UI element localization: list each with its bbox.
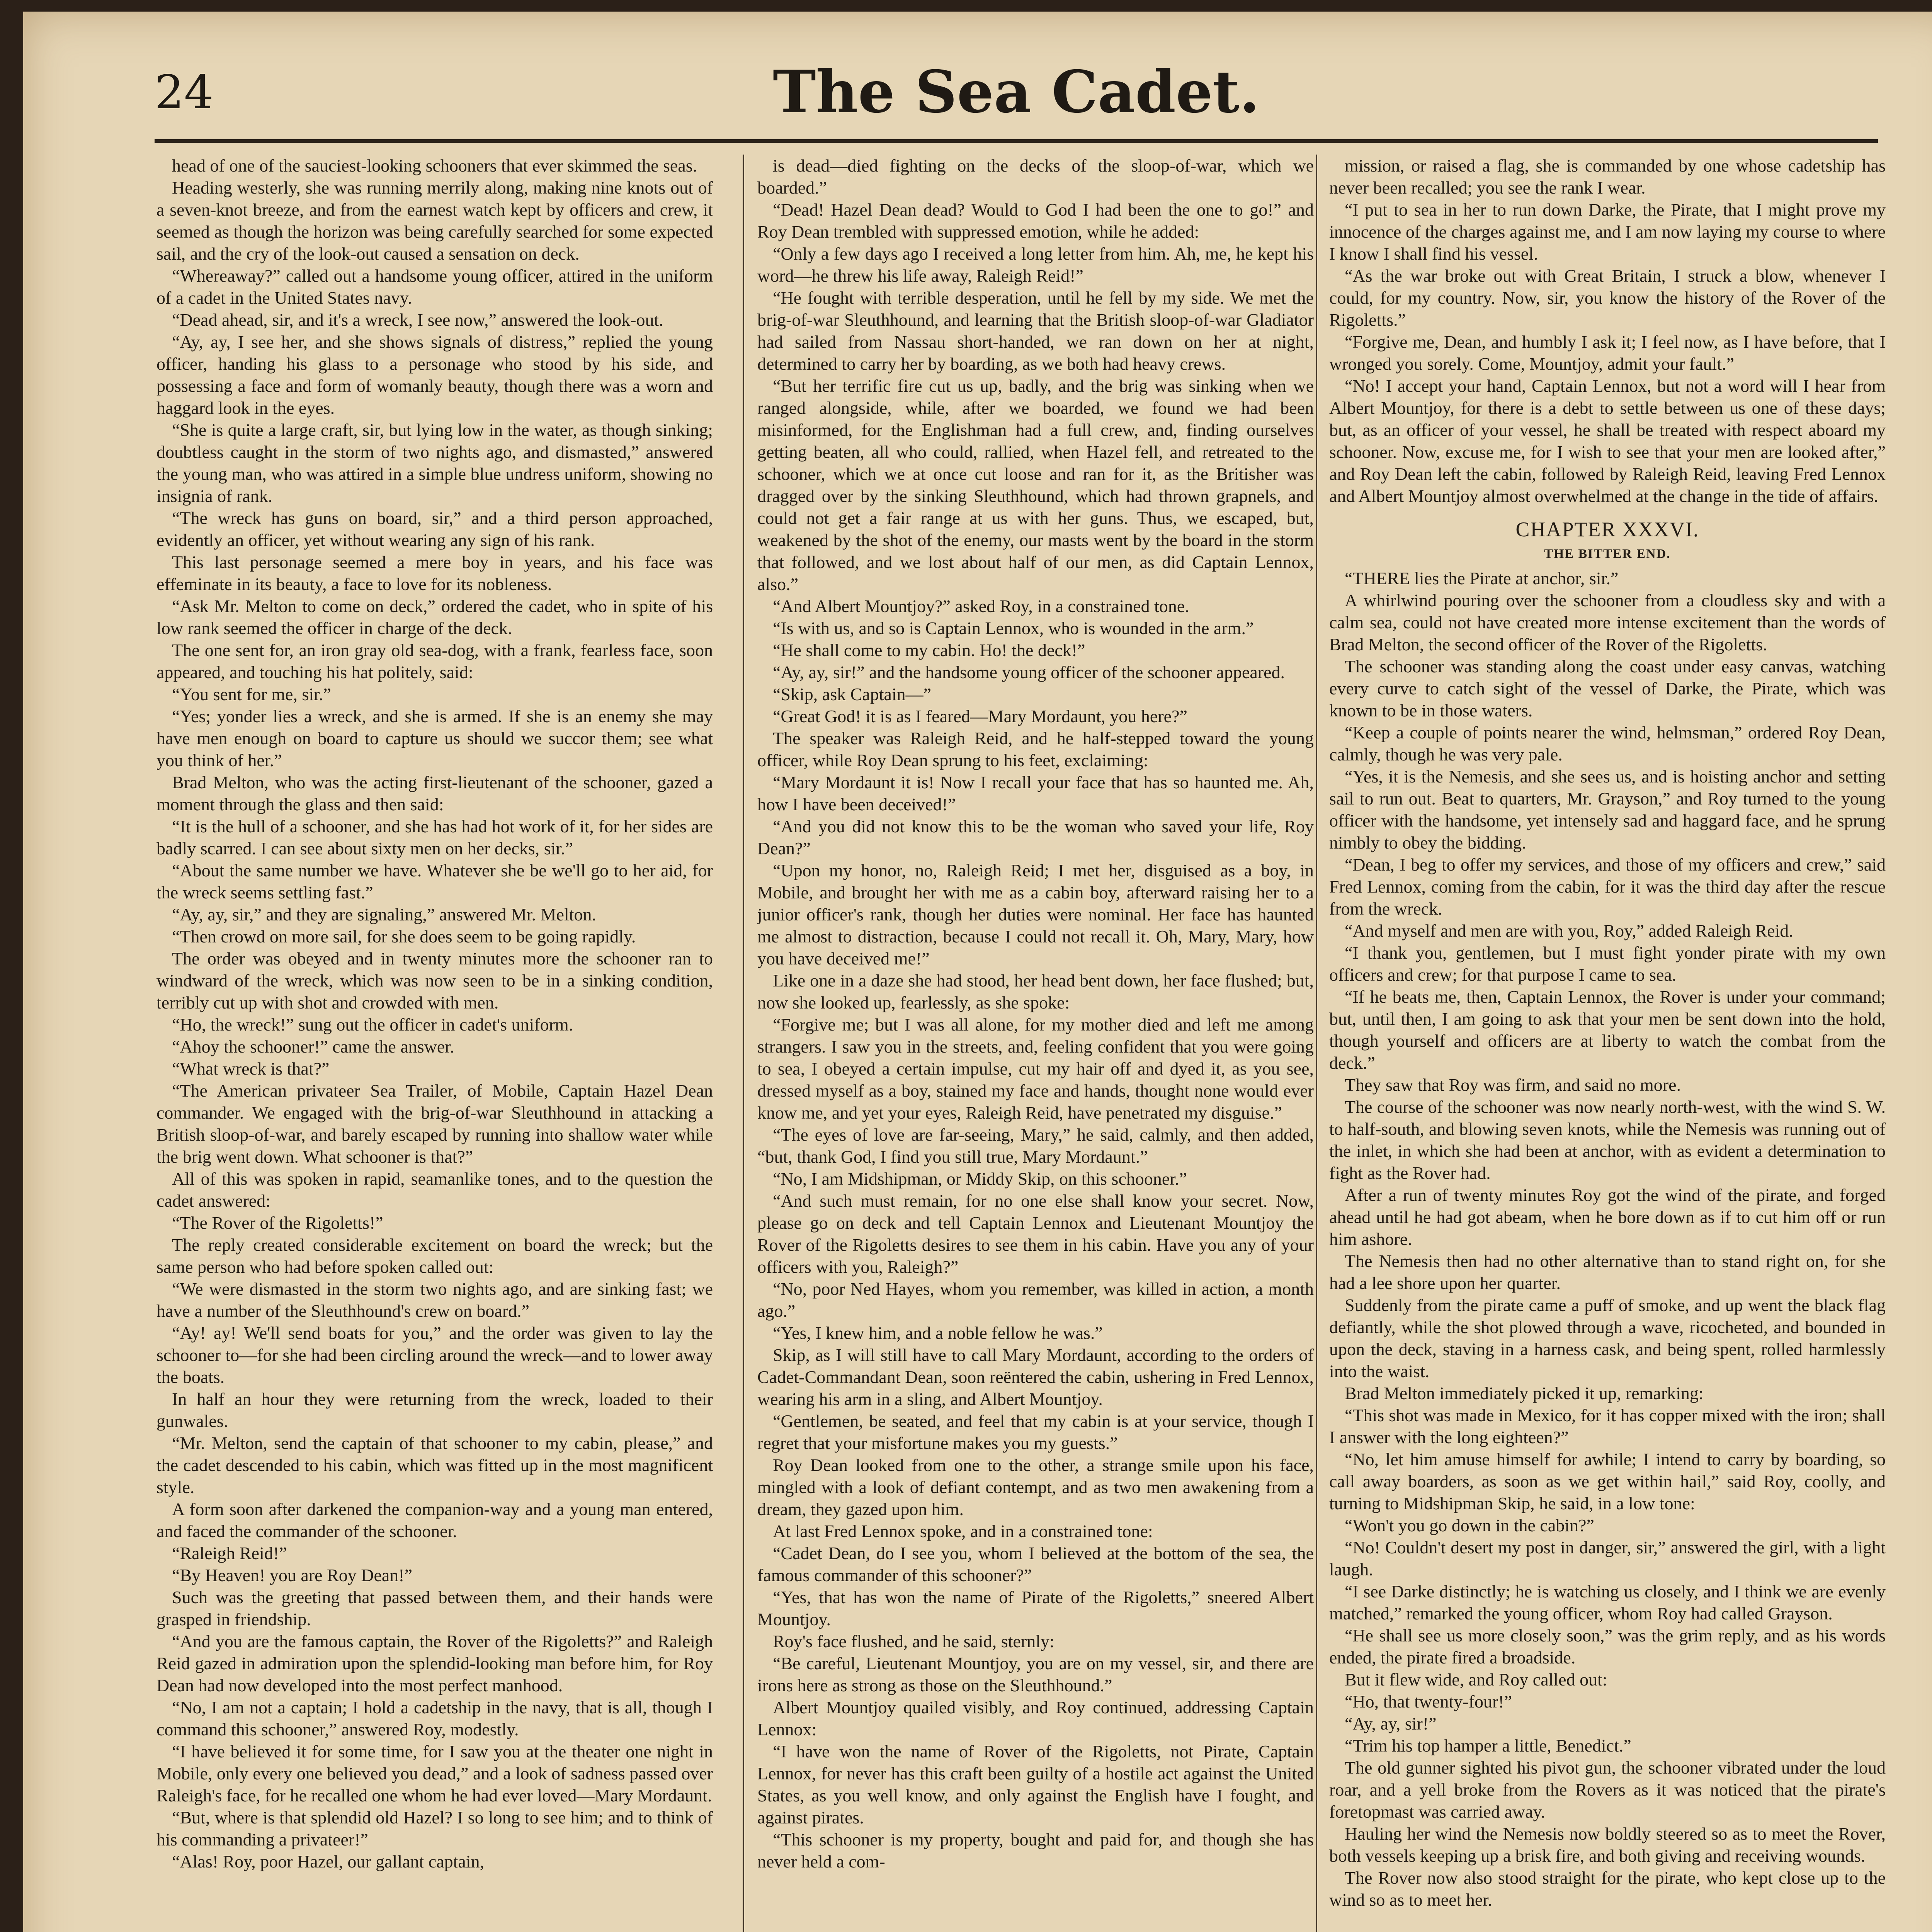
paragraph: The course of the schooner was now nearly north-west, with the wind S. W. to half-south, and blowing seven knots, while the Nemesis was running out of the inlet, in which she had been at anchor, with as evident a determination to fight as the Rover had.: [1329, 1097, 1886, 1183]
paragraph: Brad Melton, who was the acting first-lieutenant of the schooner, gazed a moment through the glass and then said:: [156, 772, 713, 814]
paragraph: Such was the greeting that passed between them, and their hands were grasped in friendship.: [156, 1587, 713, 1629]
paragraph: “Ay, ay, sir!” and the handsome young officer of the schooner appeared.: [773, 662, 1285, 682]
column-divider: [743, 155, 744, 1932]
paragraph: Like one in a daze she had stood, her head bent down, her face flushed; but, now she looked up, fearlessly, as she spoke:: [757, 971, 1314, 1012]
paragraph: “Mr. Melton, send the captain of that schooner to my cabin, please,” and the cadet descended to his cabin, which was fitted up in the most magnificent style.: [156, 1433, 713, 1497]
paragraph: “Then crowd on more sail, for she does seem to be going rapidly.: [172, 927, 636, 946]
paragraph: “He shall come to my cabin. Ho! the deck!”: [773, 640, 1085, 660]
paragraph: “He shall see us more closely soon,” was the grim reply, and as his words ended, the pirate fired a broadside.: [1329, 1626, 1886, 1667]
paragraph: “You sent for me, sir.”: [172, 684, 331, 704]
paragraph: Roy Dean looked from one to the other, a strange smile upon his face, mingled with a look of defiant contempt, and as two men awakening from a dream, they gazed upon him.: [757, 1455, 1314, 1519]
paragraph: “Ay! ay! We'll send boats for you,” and the order was given to lay the schooner to—for she had been circling around the wreck—and to lower away the boats.: [156, 1323, 713, 1387]
paragraph: “Yes, that has won the name of Pirate of the Rigoletts,” sneered Albert Mountjoy.: [757, 1587, 1314, 1629]
paragraph: “Dead! Hazel Dean dead? Would to God I had been the one to go!” and Roy Dean trembled with suppressed emotion, while he added:: [757, 200, 1314, 242]
paragraph: Brad Melton immediately picked it up, remarking:: [1345, 1383, 1704, 1403]
paragraph: Roy's face flushed, and he said, sternly:: [773, 1631, 1054, 1651]
paragraph: “What wreck is that?”: [172, 1059, 330, 1078]
paragraph: But it flew wide, and Roy called out:: [1345, 1670, 1607, 1689]
paragraph: Suddenly from the pirate came a puff of smoke, and up went the black flag defiantly, while the shot plowed through a wave, ricocheted, and bounded in upon the deck, staving in a harness cask, and being spent, rolled harmlessly into the waist.: [1329, 1295, 1886, 1381]
paragraph: “Won't you go down in the cabin?”: [1345, 1515, 1594, 1535]
paragraph: “Is with us, and so is Captain Lennox, who is wounded in the arm.”: [773, 618, 1254, 638]
paragraph: “And such must remain, for no one else shall know your secret. Now, please go on deck and tell Captain Lennox and Lieutenant Mountjoy the Rover of the Rigoletts desires to see them in his cabin. Have you any of your officers with you, Raleigh?”: [757, 1191, 1314, 1277]
paragraph: “This shot was made in Mexico, for it has copper mixed with the iron; shall I answer with the long eighteen?”: [1329, 1405, 1886, 1447]
text-column-2: [757, 155, 1314, 1932]
paragraph: The order was obeyed and in twenty minutes more the schooner ran to windward of the wreck, which was now seen to be in a sinking condition, terribly cut up with shot and crowded with men.: [156, 949, 713, 1012]
paragraph: “Forgive me, Dean, and humbly I ask it; I feel now, as I have before, that I wronged you sorely. Come, Mountjoy, admit your fault.”: [1329, 332, 1886, 374]
column-divider: [1316, 155, 1317, 1932]
paragraph: “But, where is that splendid old Hazel? I so long to see him; and to think of his commanding a privateer!”: [156, 1808, 713, 1849]
paragraph: “Trim his top hamper a little, Benedict.”: [1345, 1736, 1631, 1755]
page-number: 24: [155, 66, 214, 119]
paragraph: All of this was spoken in rapid, seamanlike tones, and to the question the cadet answered:: [156, 1169, 713, 1211]
paragraph: “And myself and men are with you, Roy,” added Raleigh Reid.: [1345, 921, 1793, 940]
text-column-1: [156, 155, 713, 1932]
paragraph: “He fought with terrible desperation, until he fell by my side. We met the brig-of-war Sleuthhound, and learning that the British sloop-of-war Gladiator had sailed from Nassau short-handed, we ran down on her at night, determined to carry her by boarding, as we both had heavy crews.: [757, 288, 1314, 374]
paragraph: The Nemesis then had no other alternative than to stand right on, for she had a lee shore upon her quarter.: [1329, 1251, 1886, 1293]
paragraph: This last personage seemed a mere boy in years, and his face was effeminate in its beauty, a face to love for its nobleness.: [156, 552, 713, 594]
paragraph: Hauling her wind the Nemesis now boldly steered so as to meet the Rover, both vessels keeping up a brisk fire, and both giving and receiving wounds.: [1329, 1824, 1886, 1866]
paragraph: “Ho, that twenty-four!”: [1345, 1692, 1512, 1711]
text-column-3: [1329, 155, 1886, 1932]
paragraph: In half an hour they were returning from the wreck, loaded to their gunwales.: [156, 1389, 713, 1431]
paragraph: “Forgive me; but I was all alone, for my mother died and left me among strangers. I saw you in the streets, and, feeling confident that you were going to sea, I obeyed a certain impulse, cut my hair off and dyed it, as you see, dressed myself as a boy, stained my face and hands, thought none would ever know me, and yet your eyes, Raleigh Reid, have penetrated my disguise.”: [757, 1015, 1314, 1122]
paragraph: “THERE lies the Pirate at anchor, sir.”: [1345, 568, 1619, 588]
paragraph: “Ay, ay, sir!”: [1345, 1714, 1437, 1733]
paragraph: “This schooner is my property, bought and paid for, and though she has never held a com-: [757, 1830, 1314, 1871]
paragraph: “No! I accept your hand, Captain Lennox, but not a word will I hear from Albert Mountjoy, for there is a debt to settle between us one of these days; but, as an officer of your vessel, he shall be treated with respect aboard my schooner. Now, excuse me, for I wish to see that your men are looked after,” and Roy Dean left the cabin, followed by Raleigh Reid, leaving Fred Lennox and Albert Mountjoy almost overwhelmed at the change in the tide of affairs.: [1329, 376, 1886, 506]
paragraph: “Yes, I knew him, and a noble fellow he was.”: [773, 1323, 1103, 1343]
paragraph: “As the war broke out with Great Britain, I struck a blow, whenever I could, for my country. Now, sir, you know the history of the Rover of the Rigoletts.”: [1329, 266, 1886, 330]
paragraph: “We were dismasted in the storm two nights ago, and are sinking fast; we have a number of the Sleuthhound's crew on board.”: [156, 1279, 713, 1321]
paragraph: The schooner was standing along the coast under easy canvas, watching every curve to catch sight of the vessel of Darke, the Pirate, which was known to be in those waters.: [1329, 656, 1886, 720]
paragraph: “Yes; yonder lies a wreck, and she is armed. If she is an enemy she may have men enough on board to capture us should we succor them; see what you think of her.”: [156, 706, 713, 770]
paragraph: “Gentlemen, be seated, and feel that my cabin is at your service, though I regret that your misfortune makes you my guests.”: [757, 1411, 1314, 1453]
paragraph: “Whereaway?” called out a handsome young officer, attired in the uniform of a cadet in the United States navy.: [156, 266, 713, 308]
paragraph: “Raleigh Reid!”: [172, 1543, 287, 1563]
paragraph: mission, or raised a flag, she is commanded by one whose cadetship has never been recalled; you see the rank I wear.: [1329, 156, 1886, 197]
paragraph: “No! Couldn't desert my post in danger, sir,” answered the girl, with a light laugh.: [1329, 1537, 1886, 1579]
paragraph: “But her terrific fire cut us up, badly, and the brig was sinking when we ranged alongside, while, after we boarded, we found we had been misinformed, for the Englishman had a full crew, and, finding ourselves getting beaten, all who could, rallied, when Hazel fell, and retreated to the schooner, which we at once cut loose and ran for it, as the Britisher was dragged over by the sinking Sleuthhound, which had thrown grapnels, and could not get a fair range at us with her guns. Thus, we escaped, but, weakened by the shot of the enemy, our masts went by the board in the storm that followed, and we lost about half of our men, as did Captain Lennox, also.”: [757, 376, 1314, 594]
paragraph: “Cadet Dean, do I see you, whom I believed at the bottom of the sea, the famous commander of this schooner?”: [757, 1543, 1314, 1585]
paragraph: “Yes, it is the Nemesis, and she sees us, and is hoisting anchor and setting sail to run out. Beat to quarters, Mr. Grayson,” and Roy turned to the young officer with the handsome, yet intensely sad and haggard face, and he sprung nimbly to obey the bidding.: [1329, 767, 1886, 852]
paragraph: “Dead ahead, sir, and it's a wreck, I see now,” answered the look-out.: [172, 310, 663, 330]
paragraph: “I thank you, gentlemen, but I must fight yonder pirate with my own officers and crew; for that purpose I came to sea.: [1329, 943, 1886, 985]
paragraph: “Alas! Roy, poor Hazel, our gallant captain,: [172, 1852, 485, 1871]
paragraph: “I have believed it for some time, for I saw you at the theater one night in Mobile, only every one believed you dead,” and a look of sadness passed over Raleigh's face, for he recalled one whom he had ever loved—Mary Mordaunt.: [156, 1742, 713, 1805]
paragraph: “I have won the name of Rover of the Rigoletts, not Pirate, Captain Lennox, for never has this craft been guilty of a hostile act against the United States, as you well know, and only against the English have I fought, and against pirates.: [757, 1742, 1314, 1827]
paragraph: At last Fred Lennox spoke, and in a constrained tone:: [773, 1521, 1153, 1541]
chapter-heading: CHAPTER XXXVI.: [1515, 518, 1699, 541]
paragraph: Skip, as I will still have to call Mary Mordaunt, according to the orders of Cadet-Commandant Dean, soon reëntered the cabin, ushering in Fred Lennox, wearing his arm in a sling, and Albert Mountjoy.: [757, 1345, 1314, 1409]
paragraph: “And you are the famous captain, the Rover of the Rigoletts?” and Raleigh Reid gazed in admiration upon the splendid-looking man before him, for Roy Dean had now developed into the most perfect manhood.: [156, 1631, 713, 1695]
paragraph: “Dean, I beg to offer my services, and those of my officers and crew,” said Fred Lennox, coming from the cabin, for it was the third day after the rescue from the wreck.: [1329, 855, 1886, 918]
paragraph: “Ahoy the schooner!” came the answer.: [172, 1037, 454, 1056]
paragraph: “Ho, the wreck!” sung out the officer in cadet's uniform.: [172, 1015, 573, 1034]
paragraph: “If he beats me, then, Captain Lennox, the Rover is under your command; but, until then, I am going to ask that your men be sent down into the hold, though yourself and officers are at liberty to watch the combat from the deck.”: [1329, 987, 1886, 1073]
newspaper-page: [23, 12, 1932, 1932]
header-rule: [155, 139, 1878, 143]
paragraph: “She is quite a large craft, sir, but lying low in the water, as though sinking; doubtless caught in the storm of two nights ago, and dismasted,” answered the young man, who was attired in a simple blue undress uniform, showing no insignia of rank.: [156, 420, 713, 506]
paragraph: The one sent for, an iron gray old sea-dog, with a frank, fearless face, soon appeared, and touching his hat politely, said:: [156, 640, 713, 682]
paragraph: “No, I am Midshipman, or Middy Skip, on this schooner.”: [773, 1169, 1187, 1189]
paragraph: is dead—died fighting on the decks of the sloop-of-war, which we boarded.”: [757, 156, 1314, 197]
paragraph: Albert Mountjoy quailed visibly, and Roy continued, addressing Captain Lennox:: [757, 1697, 1314, 1739]
paragraph: “And you did not know this to be the woman who saved your life, Roy Dean?”: [757, 816, 1314, 858]
paragraph: The old gunner sighted his pivot gun, the schooner vibrated under the loud roar, and a yell broke from the Rovers as it was noticed that the pirate's foretopmast was carried away.: [1329, 1758, 1886, 1821]
paragraph: “No, poor Ned Hayes, whom you remember, was killed in action, a month ago.”: [757, 1279, 1314, 1321]
paragraph: “The eyes of love are far-seeing, Mary,” he said, calmly, and then added, “but, thank God, I find you still true, Mary Mordaunt.”: [757, 1125, 1314, 1167]
chapter-subtitle: THE BITTER END.: [1544, 547, 1671, 561]
paragraph: “The American privateer Sea Trailer, of Mobile, Captain Hazel Dean commander. We engaged with the brig-of-war Sleuthhound in attacking a British sloop-of-war, and barely escaped by running into shallow water while the brig went down. What schooner is that?”: [156, 1081, 713, 1167]
paragraph: They saw that Roy was firm, and said no more.: [1345, 1075, 1681, 1095]
paragraph: “The wreck has guns on board, sir,” and a third person approached, evidently an officer, yet without wearing any sign of his rank.: [156, 508, 713, 550]
paragraph: “Be careful, Lieutenant Mountjoy, you are on my vessel, sir, and there are irons here as strong as those on the Sleuthhound.”: [757, 1653, 1314, 1695]
paragraph: “Great God! it is as I feared—Mary Mordaunt, you here?”: [773, 706, 1187, 726]
paragraph: “Upon my honor, no, Raleigh Reid; I met her, disguised as a boy, in Mobile, and brought her with me as a cabin boy, afterward raising her to a junior officer's rank, though her duties were nominal. Her face has haunted me almost to distraction, because I could not recall it. Oh, Mary, Mary, how you have deceived me!”: [757, 861, 1314, 968]
paragraph: “I see Darke distinctly; he is watching us closely, and I think we are evenly matched,” remarked the young officer, whom Roy had called Grayson.: [1329, 1582, 1886, 1623]
page-title: The Sea Cadet.: [773, 58, 1260, 126]
paragraph: Heading westerly, she was running merrily along, making nine knots out of a seven-knot breeze, and from the earnest watch kept by officers and crew, it seemed as though the horizon was being carefully searched for some expected sail, and the cry of the look-out caused a sensation on deck.: [156, 178, 713, 264]
paragraph: “No, I am not a captain; I hold a cadetship in the navy, that is all, though I command this schooner,” answered Roy, modestly.: [156, 1697, 713, 1739]
paragraph: “I put to sea in her to run down Darke, the Pirate, that I might prove my innocence of the charges against me, and I am now laying my course to where I know I shall find his vessel.: [1329, 200, 1886, 264]
paragraph: “About the same number we have. Whatever she be we'll go to her aid, for the wreck seems settling fast.”: [156, 861, 713, 902]
paragraph: “Ay, ay, sir,” and they are signaling,” answered Mr. Melton.: [172, 905, 597, 924]
paragraph: “Keep a couple of points nearer the wind, helmsman,” ordered Roy Dean, calmly, though he was very pale.: [1329, 723, 1886, 764]
paragraph: The reply created considerable excitement on board the wreck; but the same person who had before spoken called out:: [156, 1235, 713, 1277]
paragraph: “Only a few days ago I received a long letter from him. Ah, me, he kept his word—he threw his life away, Raleigh Reid!”: [757, 244, 1314, 286]
paragraph: “Ask Mr. Melton to come on deck,” ordered the cadet, who in spite of his low rank seemed the officer in charge of the deck.: [156, 596, 713, 638]
paragraph: “Skip, ask Captain—”: [773, 684, 932, 704]
paragraph: After a run of twenty minutes Roy got the wind of the pirate, and forged ahead until he had got abeam, when he bore down as if to cut him off or run him ashore.: [1329, 1185, 1886, 1249]
paragraph: “And Albert Mountjoy?” asked Roy, in a constrained tone.: [773, 596, 1189, 616]
paragraph: “No, let him amuse himself for awhile; I intend to carry by boarding, so call away boarders, as soon as we get within hail,” said Roy, coolly, and turning to Midshipman Skip, he said, in a low tone:: [1329, 1449, 1886, 1513]
paragraph: “It is the hull of a schooner, and she has had hot work of it, for her sides are badly scarred. I can see about sixty men on her decks, sir.”: [156, 816, 713, 858]
paragraph: “By Heaven! you are Roy Dean!”: [172, 1565, 413, 1585]
paragraph: head of one of the sauciest-looking schooners that ever skimmed the seas.: [172, 156, 697, 175]
paragraph: The Rover now also stood straight for the pirate, who kept close up to the wind so as to meet her.: [1329, 1868, 1886, 1910]
page-header: [155, 58, 1878, 131]
paragraph: A form soon after darkened the companion-way and a young man entered, and faced the commander of the schooner.: [156, 1499, 713, 1541]
paragraph: “Ay, ay, I see her, and she shows signals of distress,” replied the young officer, handing his glass to a personage who stood by his side, and possessing a face and form of womanly beauty, though there was a worn and haggard look in the eyes.: [156, 332, 713, 418]
paragraph: A whirlwind pouring over the schooner from a cloudless sky and with a calm sea, could not have created more intense excitement than the words of Brad Melton, the second officer of the Rover of the Rigoletts.: [1329, 590, 1886, 654]
paragraph: The speaker was Raleigh Reid, and he half-stepped toward the young officer, while Roy Dean sprung to his feet, exclaiming:: [757, 728, 1314, 770]
paragraph: “The Rover of the Rigoletts!”: [172, 1213, 383, 1233]
paragraph: “Mary Mordaunt it is! Now I recall your face that has so haunted me. Ah, how I have been deceived!”: [757, 772, 1314, 814]
